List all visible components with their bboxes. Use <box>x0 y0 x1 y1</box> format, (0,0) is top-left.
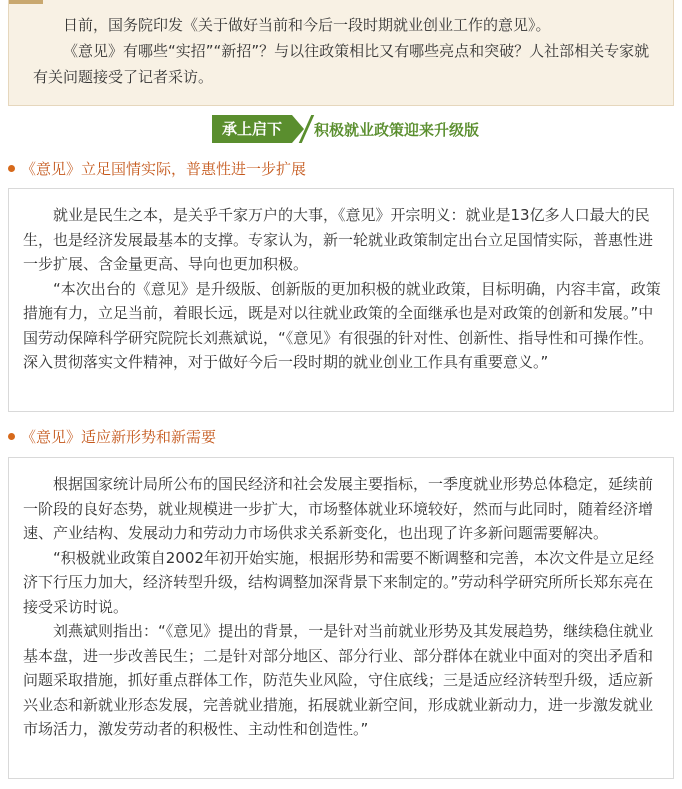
section-heading <box>8 424 216 448</box>
banner-tag: 承上启下 <box>212 115 292 143</box>
intro-paragraph: 日前，国务院印发《关于做好当前和今后一段时期就业创业工作的意见》。 <box>63 16 551 34</box>
intro-paragraph: 《意见》有哪些“实招”“新招”？与以往政策相比又有哪些亮点和突破？人社部相关专家就有关问题接受了记者采访。 <box>33 42 650 86</box>
body-paragraph: 根据国家统计局所公布的国民经济和社会发展主要指标，一季度就业形势总体稳定，延续前一阶段的良好态势，就业规模进一步扩大，市场整体就业环境较好，然而与此同时，随着经济增速、产业结构、发展动力和劳动力市场供求关系新变化，也出现了许多新问题需要解决。 <box>23 475 654 542</box>
body-paragraph: “本次出台的《意见》是升级版、创新版的更加积极的就业政策，目标明确，内容丰富，政策措施有力，立足当前，着眼长远，既是对以往就业政策的全面继承也是对政策的创新和发展。”中国劳动保障科学研究院院长刘燕斌说，“《意见》有很强的针对性、创新性、指导性和可操作性。深入贯彻落实文件精神，对于做好今后一段时期的就业创业工作具有重要意义。” <box>23 279 661 371</box>
body-paragraph: “积极就业政策自2002年初开始实施，根据形势和需要不断调整和完善，本次文件是立足经济下行压力加大，经济转型升级，结构调整加深背景下来制定的。”劳动科学研究所所长郑东亮在接受采访时说。 <box>23 548 654 616</box>
section-heading-text: 《意见》适应新形势和新需要 <box>21 427 217 446</box>
bullet-dot-icon <box>8 165 15 172</box>
intro-box <box>8 0 674 106</box>
intro-corner-accent <box>9 0 43 4</box>
section-heading <box>8 156 306 180</box>
section-heading-text: 《意见》立足国情实际，普惠性进一步扩展 <box>21 159 307 178</box>
bullet-dot-icon <box>8 433 15 440</box>
body-paragraph: 就业是民生之本，是关乎千家万户的大事，《意见》开宗明义：就业是13亿多人口最大的民生，也是经济发展最基本的支撑。专家认为，新一轮就业政策制定出台立足国情实际，普惠性进一步扩展、含金量更高、导向也更加积极。 <box>23 206 654 273</box>
section-content-box <box>8 457 674 779</box>
section-banner <box>212 114 479 144</box>
body-paragraph: 刘燕斌则指出：“《意见》提出的背景，一是针对当前就业形势及其发展趋势，继续稳住就业基本盘，进一步改善民生；二是针对部分地区、部分行业、部分群体在就业中面对的突出矛盾和问题采取措施，抓好重点群体工作，防范失业风险，守住底线；三是适应经济转型升级，适应新兴业态和新就业形态发展，完善就业措施，拓展就业新空间，形成就业新动力，进一步激发就业市场活力，激发劳动者的积极性、主动性和创造性。” <box>23 622 654 738</box>
section-content-box <box>8 188 674 412</box>
banner-title: 积极就业政策迎来升级版 <box>314 120 480 139</box>
